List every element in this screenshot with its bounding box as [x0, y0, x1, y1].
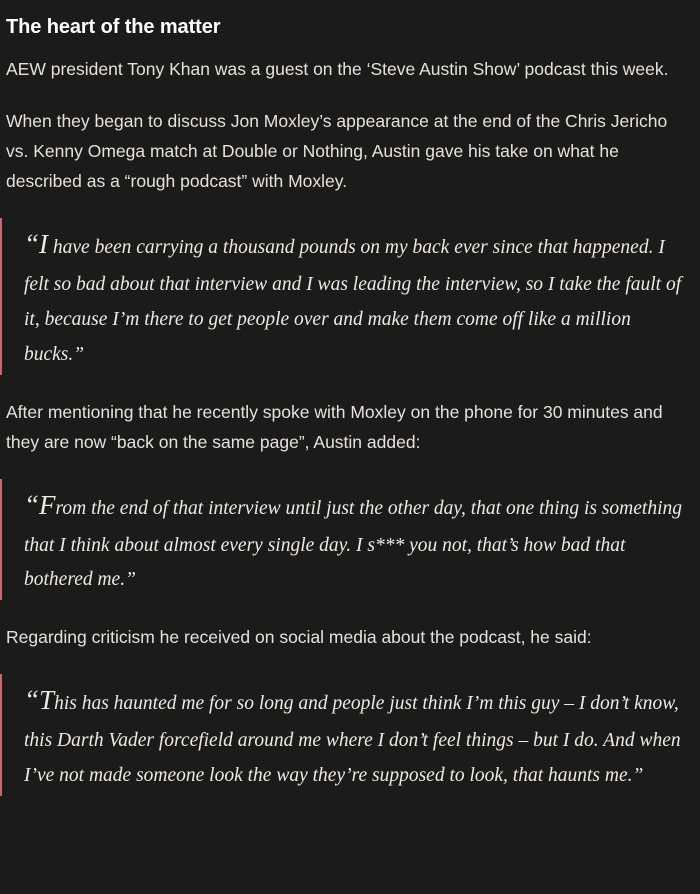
- quote-body: his has haunted me for so long and people just think I’m this guy – I don’t know, this Darth Vader forcefield around me where I don’t feel things – but I do. And when I’ve not made someone look the way they’re supposed to look, that haunts me.”: [24, 693, 681, 787]
- blockquote-3-text: [24, 676, 690, 793]
- page-title: The heart of the matter: [6, 16, 221, 38]
- quote-dropcap: F: [39, 489, 56, 520]
- blockquote-1: [0, 218, 700, 374]
- quote-body: have been carrying a thousand pounds on my back ever since that happened. I felt so bad about that interview and I was leading the interview, so I take the fault of it, because I’m there to get people over and make them come off like a million bucks.”: [24, 237, 682, 365]
- quote-dropcap: T: [39, 685, 55, 716]
- paragraph-4: Regarding criticism he received on social media about the podcast, he said:: [6, 627, 592, 648]
- paragraph-3: After mentioning that he recently spoke with Moxley on the phone for 30 minutes and they are now “back on the same page”, Austin added:: [6, 401, 663, 452]
- open-quote-mark: “: [24, 489, 40, 520]
- open-quote-mark: “: [24, 685, 40, 716]
- paragraph-2: When they began to discuss Jon Moxley’s appearance at the end of the Chris Jericho vs. Kenny Omega match at Double or Nothing, Austin gave his take on what he described as a “rough podcast” with Moxley.: [6, 111, 668, 192]
- quote-body: rom the end of that interview until just the other day, that one thing is something that I think about almost every single day. I s*** you not, that’s how bad that bothered me.”: [24, 497, 683, 591]
- blockquote-3: [0, 674, 700, 795]
- blockquote-1-text: [24, 220, 690, 372]
- quote-dropcap: I: [39, 229, 49, 260]
- blockquote-2: [0, 479, 700, 600]
- paragraph-1: AEW president Tony Khan was a guest on the ‘Steve Austin Show’ podcast this week.: [6, 59, 669, 79]
- blockquote-2-text: [24, 481, 690, 598]
- open-quote-mark: “: [24, 229, 40, 260]
